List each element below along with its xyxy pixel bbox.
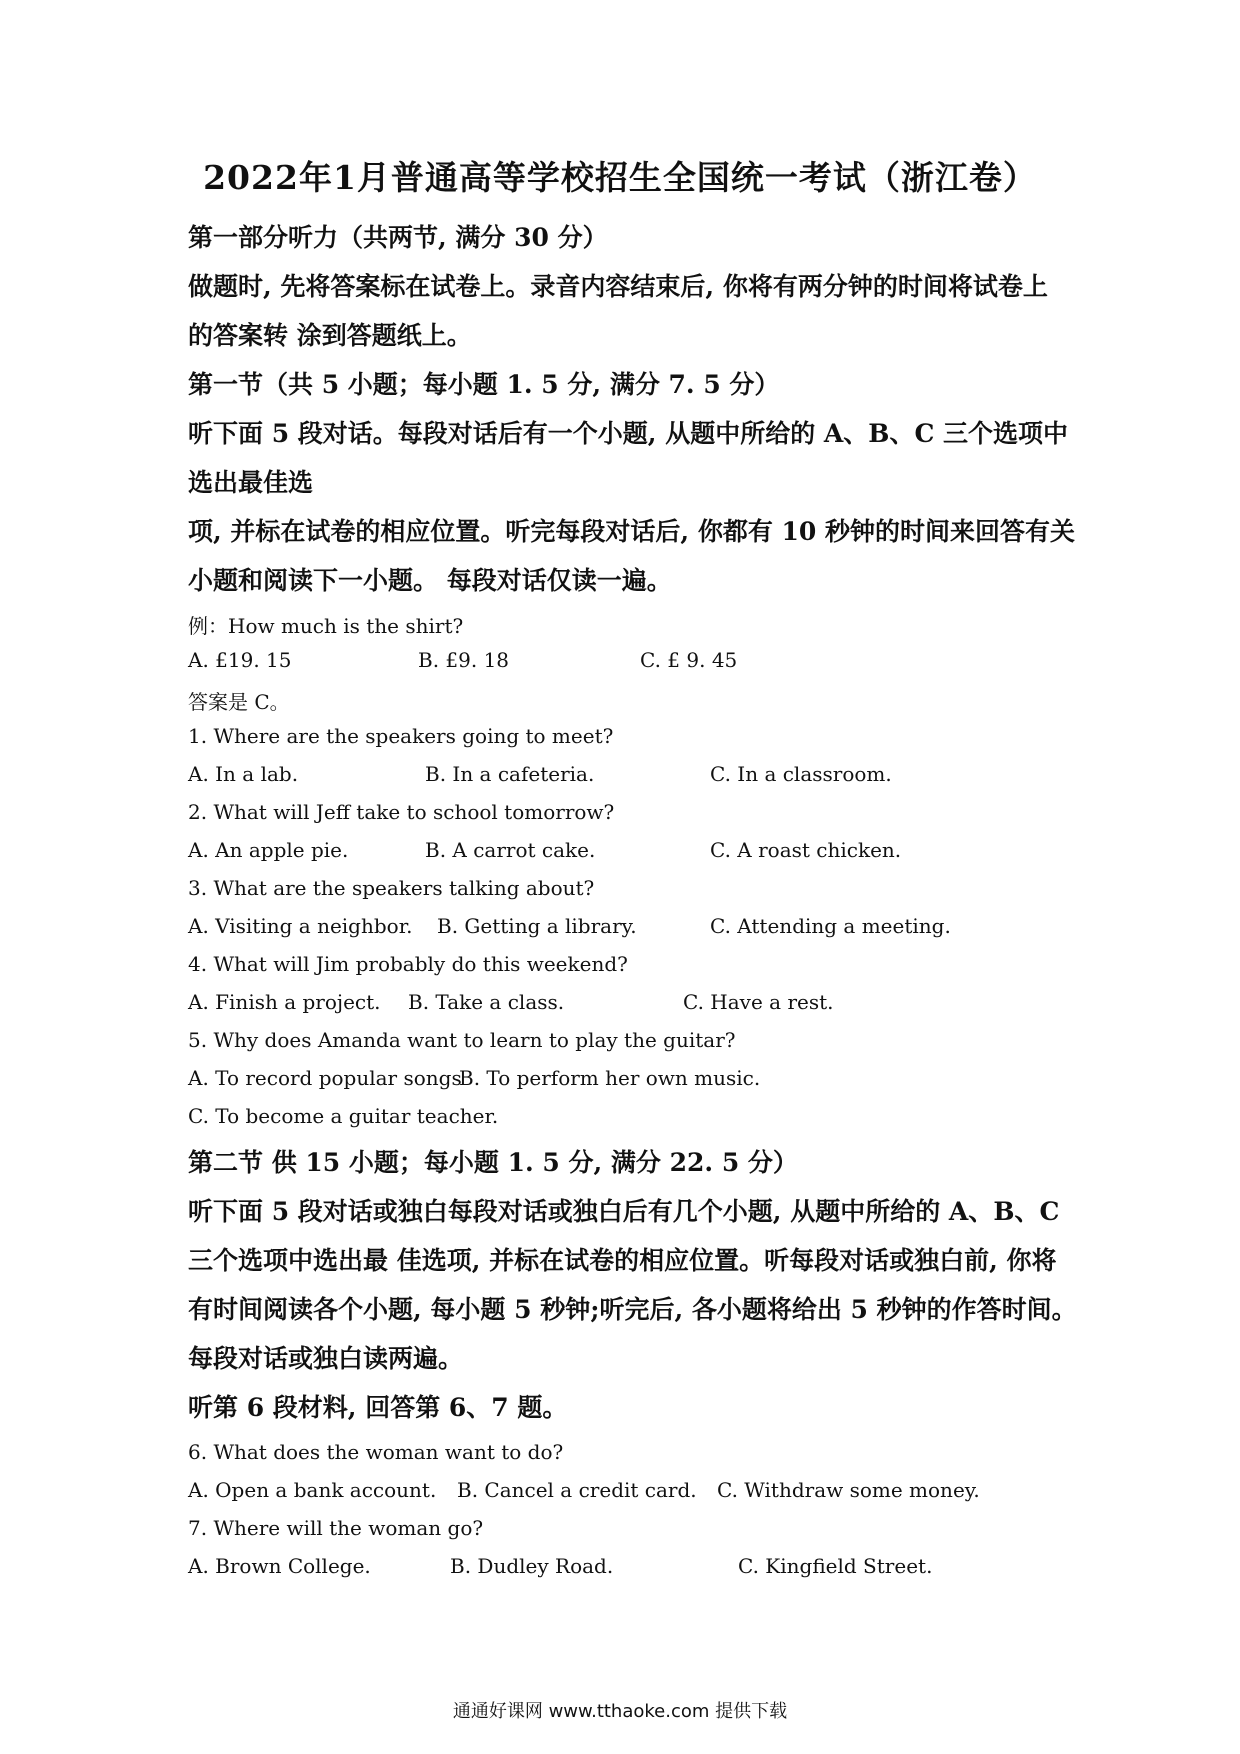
question-4-option-b: B. Take a class. <box>408 990 565 1014</box>
material-6-heading: 听第 6 段材料, 回答第 6、7 题。 <box>188 1393 568 1422</box>
question-2-option-b: B. A carrot cake. <box>425 838 596 862</box>
question-1-option-c: C. In a classroom. <box>710 762 892 786</box>
question-1-option-a: A. In a lab. <box>188 762 299 786</box>
question-7: 7. Where will the woman go? <box>188 1516 484 1540</box>
section2-instruction-line1: 听下面 5 段对话或独白每段对话或独白后有几个小题, 从题中所给的 A、B、C <box>188 1197 1060 1226</box>
example-question: 例：How much is the shirt? <box>188 614 464 638</box>
section1-instruction-line3: 项, 并标在试卷的相应位置。听完每段对话后, 你都有 10 秒钟的时间来回答有关 <box>188 517 1076 546</box>
question-4: 4. What will Jim probably do this weekend? <box>188 952 628 976</box>
example-answer: 答案是 C。 <box>188 690 290 714</box>
example-option-b: B. £9. 18 <box>418 648 510 672</box>
question-7-option-c: C. Kingfield Street. <box>738 1554 933 1578</box>
part1-instruction-line1: 做题时, 先将答案标在试卷上。录音内容结束后, 你将有两分钟的时间将试卷上 <box>188 272 1048 301</box>
question-5: 5. Why does Amanda want to learn to play the guitar? <box>188 1028 736 1052</box>
question-6: 6. What does the woman want to do? <box>188 1440 564 1464</box>
section1-heading: 第一节（共 5 小题；每小题 1. 5 分, 满分 7. 5 分） <box>188 370 780 399</box>
section1-instruction-line1: 听下面 5 段对话。每段对话后有一个小题, 从题中所给的 A、B、C 三个选项中 <box>188 419 1069 448</box>
part1-heading: 第一部分听力（共两节, 满分 30 分） <box>188 223 608 252</box>
section2-heading: 第二节 供 15 小题；每小题 1. 5 分, 满分 22. 5 分） <box>188 1148 798 1177</box>
question-3: 3. What are the speakers talking about? <box>188 876 595 900</box>
footer-download-note: 通通好课网 www.tthaoke.com 提供下载 <box>452 1701 788 1722</box>
question-4-option-c: C. Have a rest. <box>683 990 834 1014</box>
example-option-a: A. £19. 15 <box>188 648 292 672</box>
section2-instruction-line4: 每段对话或独白读两遍。 <box>188 1344 464 1373</box>
page-title: 2022年1月普通高等学校招生全国统一考试（浙江卷） <box>203 158 1037 197</box>
question-5-option-a: A. To record popular songs <box>188 1066 462 1090</box>
question-2-option-c: C. A roast chicken. <box>710 838 902 862</box>
example-option-c: C. £ 9. 45 <box>640 648 738 672</box>
question-6-option-b: B. Cancel a credit card. <box>457 1478 697 1502</box>
question-3-option-a: A. Visiting a neighbor. <box>188 914 413 938</box>
question-6-option-c: C. Withdraw some money. <box>717 1478 980 1502</box>
question-1-option-b: B. In a cafeteria. <box>425 762 595 786</box>
section2-instruction-line3: 有时间阅读各个小题, 每小题 5 秒钟;听完后, 各小题将给出 5 秒钟的作答时间。 <box>188 1295 1077 1324</box>
section2-instruction-line2: 三个选项中选出最 佳选项, 并标在试卷的相应位置。听每段对话或独白前, 你将 <box>188 1246 1057 1275</box>
question-2: 2. What will Jeff take to school tomorrow? <box>188 800 615 824</box>
question-7-option-b: B. Dudley Road. <box>450 1554 614 1578</box>
question-7-option-a: A. Brown College. <box>188 1554 371 1578</box>
question-5-option-b: B. To perform her own music. <box>459 1066 761 1090</box>
question-2-option-a: A. An apple pie. <box>188 838 349 862</box>
question-1: 1. Where are the speakers going to meet? <box>188 724 614 748</box>
question-6-option-a: A. Open a bank account. <box>188 1478 437 1502</box>
section1-instruction-line4: 小题和阅读下一小题。 每段对话仅读一遍。 <box>188 566 672 595</box>
question-3-option-b: B. Getting a library. <box>437 914 637 938</box>
question-5-option-c: C. To become a guitar teacher. <box>188 1104 499 1128</box>
section1-instruction-line2: 选出最佳选 <box>188 468 314 497</box>
part1-instruction-line2: 的答案转 涂到答题纸上。 <box>188 321 472 350</box>
question-3-option-c: C. Attending a meeting. <box>710 914 951 938</box>
question-4-option-a: A. Finish a project. <box>188 990 381 1014</box>
